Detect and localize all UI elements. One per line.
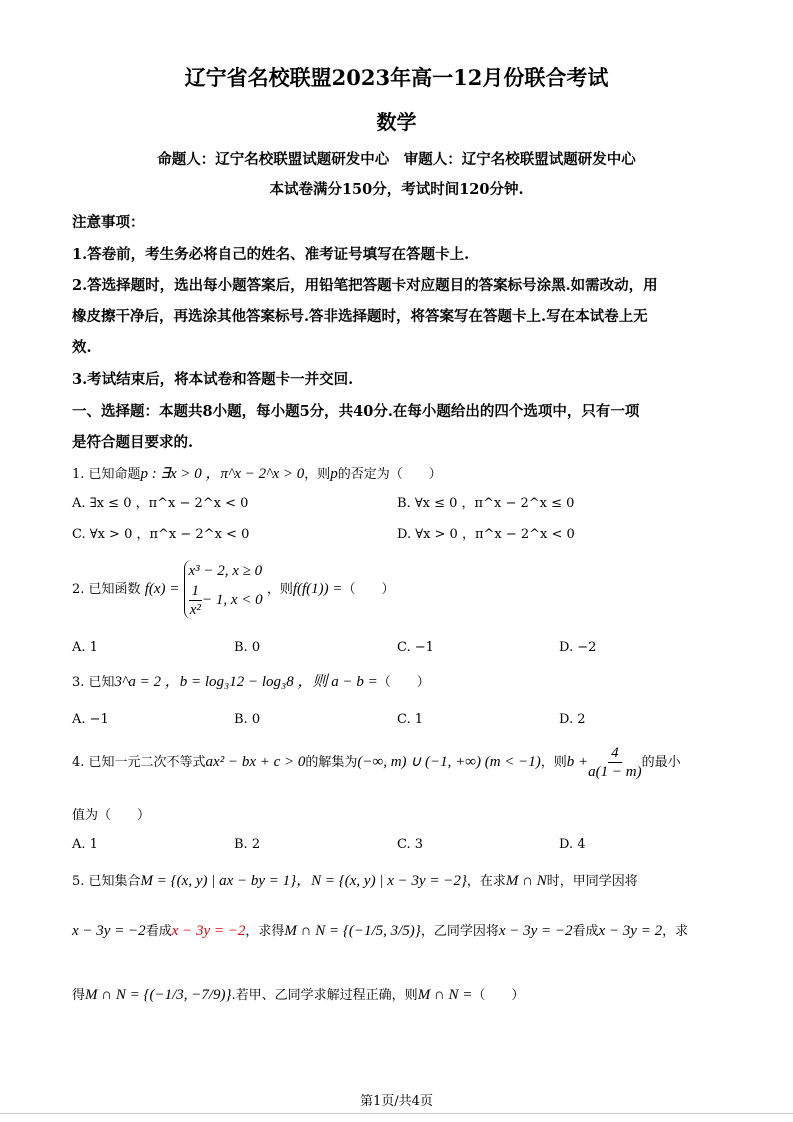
question-1 bbox=[72, 462, 442, 483]
q1-option-c: C. ∀x > 0 ，π^x − 2^x < 0 bbox=[72, 527, 250, 542]
q5-math: x − 3y = −2 bbox=[72, 923, 146, 939]
q4-math: b + bbox=[566, 754, 589, 770]
exam-title: 辽宁省名校联盟2023年高一12月份联合考试 bbox=[184, 65, 609, 90]
q4-math: ax² − bx + c > 0 bbox=[205, 754, 306, 770]
q4-option-a: A. 1 bbox=[72, 837, 98, 852]
question-2 bbox=[72, 560, 395, 619]
notes-heading: 注意事项： bbox=[72, 214, 145, 231]
q2-math: f(x) = bbox=[144, 581, 180, 597]
q2-math: f(f(1)) = bbox=[292, 581, 343, 597]
subject-title: 数学 bbox=[376, 110, 417, 134]
q4-option-d: D. 4 bbox=[559, 837, 586, 852]
q5-stem: 看成 bbox=[145, 924, 172, 939]
q2-option-c: C. −1 bbox=[397, 640, 434, 655]
q5-math: x − 3y = 2 bbox=[598, 923, 663, 939]
q5-stem: ，乙同学因将 bbox=[420, 924, 499, 939]
q5-stem: ，在求 bbox=[466, 874, 506, 889]
frac-den: a(1 − m) bbox=[588, 764, 642, 780]
q3-option-a: A. −1 bbox=[72, 712, 109, 727]
note-item: 2.答选择题时，选出每小题答案后，用铅笔把答题卡对应题目的答案标号涂黑.如需改动，用 bbox=[72, 277, 658, 294]
piecewise-function bbox=[184, 560, 263, 619]
section-heading: 一、选择题：本题共8小题，每小题5分，共40分.在每小题给出的四个选项中，只有一项 bbox=[72, 403, 640, 420]
frac-den: x² bbox=[189, 602, 201, 618]
q3-option-c: C. 1 bbox=[397, 712, 424, 727]
q5-math: M ∩ N = {(−1/3, −7/9)} bbox=[85, 987, 232, 1003]
case-1: x³ − 2, x ≥ 0 bbox=[188, 563, 263, 579]
q5-math: M ∩ N = {(−1/5, 3/5)} bbox=[284, 923, 421, 939]
frac-num: 1 bbox=[189, 582, 203, 601]
q1-option-b: B. ∀x ≤ 0 ，π^x − 2^x ≤ 0 bbox=[397, 496, 575, 511]
q5-stem: .若甲、乙同学求解过程正确，则 bbox=[231, 988, 418, 1003]
page-number: 第1页/共4页 bbox=[360, 1094, 433, 1109]
q3-math: 3^a = 2 ，b = log₃12 − log₃8 ，则 a − b = bbox=[114, 674, 378, 690]
case-2: − 1, x < 0 bbox=[202, 591, 263, 608]
q5-stem: 时，甲同学因将 bbox=[546, 874, 638, 889]
q4-option-c: C. 3 bbox=[397, 837, 424, 852]
q5-stem: 看成 bbox=[572, 924, 599, 939]
q4-stem: 4. 已知一元二次不等式 bbox=[72, 755, 206, 770]
q5-math: M ∩ N = bbox=[417, 987, 473, 1003]
q3-option-b: B. 0 bbox=[234, 712, 261, 727]
q5-stem: 得 bbox=[72, 988, 86, 1003]
q4-stem: 的最小 bbox=[641, 755, 681, 770]
q2-option-a: A. 1 bbox=[72, 640, 98, 655]
note-item: 1.答卷前，考生务必将自己的姓名、准考证号填写在答题卡上. bbox=[72, 246, 470, 263]
q4-option-b: B. 2 bbox=[234, 837, 261, 852]
q2-stem: 2. 已知函数 bbox=[72, 582, 141, 597]
q2-option-b: B. 0 bbox=[234, 640, 261, 655]
q1-stem: 1. 已知命题 bbox=[72, 467, 141, 482]
q5-math: M ∩ N bbox=[505, 873, 547, 889]
q1-stem: 的否定为（ ） bbox=[337, 467, 442, 482]
q3-stem: （ ） bbox=[377, 675, 430, 690]
exam-info: 本试卷满分150分，考试时间120分钟. bbox=[269, 181, 524, 198]
note-item: 3.考试结束后，将本试卷和答题卡一并交回. bbox=[72, 371, 354, 388]
q5-stem: （ ） bbox=[472, 988, 525, 1003]
q3-option-d: D. 2 bbox=[559, 712, 586, 727]
section-heading-cont: 是符合题目要求的. bbox=[72, 434, 194, 451]
note-item: 效. bbox=[72, 339, 92, 356]
q1-option-d: D. ∀x > 0 ，π^x − 2^x < 0 bbox=[397, 527, 575, 542]
q1-math: p bbox=[330, 466, 338, 482]
q5-stem: ，求 bbox=[662, 924, 689, 939]
q5-line-3 bbox=[72, 984, 524, 1004]
q5-stem: ，求得 bbox=[245, 924, 285, 939]
q5-stem: 5. 已知集合 bbox=[72, 874, 141, 889]
frac-num: 4 bbox=[608, 744, 622, 763]
q1-math: p : ∃x > 0 ，π^x − 2^x > 0 bbox=[140, 466, 305, 482]
q4-math: (−∞, m) ∪ (−1, +∞) (m < −1) bbox=[357, 754, 541, 770]
q1-option-a: A. ∃x ≤ 0 ，π^x − 2^x < 0 bbox=[72, 496, 249, 511]
page-divider bbox=[0, 1113, 793, 1114]
question-4 bbox=[72, 744, 681, 781]
question-3 bbox=[72, 670, 430, 691]
q4-stem: ，则 bbox=[540, 755, 567, 770]
q5-math: M = {(x, y) | ax − by = 1}，N = {(x, y) | x − 3y = −2} bbox=[140, 873, 467, 889]
note-item: 橡皮擦干净后，再选涂其他答案标号.答非选择题时，将答案写在答题卡上.写在本试卷上无 bbox=[72, 308, 648, 325]
q2-stem: ，则 bbox=[266, 582, 293, 597]
q4-stem: 的解集为 bbox=[305, 755, 358, 770]
q2-stem: （ ） bbox=[342, 582, 395, 597]
question-5 bbox=[72, 869, 638, 890]
q3-stem: 3. 已知 bbox=[72, 675, 115, 690]
q5-math-red: x − 3y = −2 bbox=[171, 923, 246, 939]
q5-math: x − 3y = −2 bbox=[498, 923, 573, 939]
q2-option-d: D. −2 bbox=[559, 640, 597, 655]
q1-stem: ，则 bbox=[304, 467, 331, 482]
q5-line-2 bbox=[72, 920, 688, 940]
authors: 命题人：辽宁名校联盟试题研发中心 审题人：辽宁名校联盟试题研发中心 bbox=[157, 151, 636, 168]
q4-stem-cont: 值为（ ） bbox=[72, 808, 151, 823]
